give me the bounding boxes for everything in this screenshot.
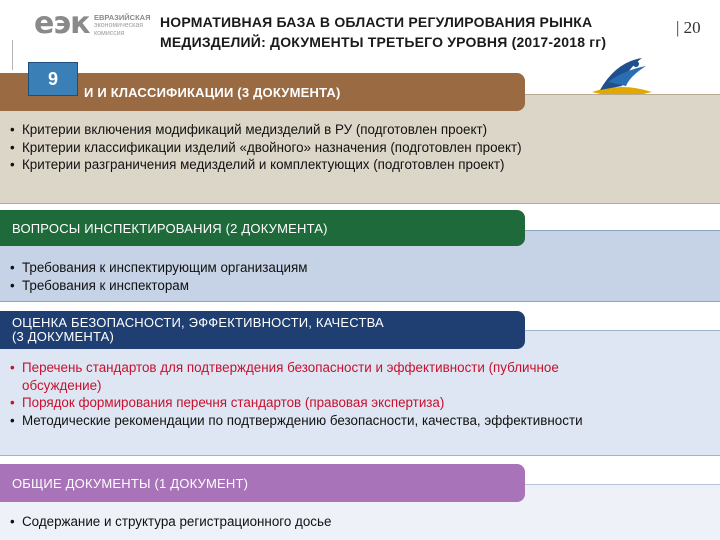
section-safety-header <box>0 311 525 349</box>
section-general-header <box>0 464 525 502</box>
list-item: • Перечень стандартов для подтверждения безопасности и эффективности (публичное обсуждение) <box>6 359 710 394</box>
list-item: • Критерии разграничения медизделий и комплектующих (подготовлен проект) <box>6 156 710 174</box>
page-number: | 20 <box>676 18 701 37</box>
section-inspection-header <box>0 210 525 246</box>
slide-title-line-2: МЕДИЗДЕЛИЙ: ДОКУМЕНТЫ ТРЕТЬЕГО УРОВНЯ (2017-2018 гг) <box>160 34 607 50</box>
section-criteria-header <box>0 73 525 111</box>
section-criteria-title: И И КЛАССИФИКАЦИИ (3 ДОКУМЕНТА) <box>84 84 341 100</box>
logo-line-3: комиссия <box>94 30 125 37</box>
list-item: • Критерии включения модификаций медизделий в РУ (подготовлен проект) <box>6 121 710 139</box>
list-item: • Требования к инспекторам <box>6 277 710 295</box>
slide-title <box>160 12 670 52</box>
list-item: • Содержание и структура регистрационного досье <box>6 513 710 531</box>
list-item: • Критерии классификации изделий «двойного» назначения (подготовлен проект) <box>6 139 710 157</box>
list-item: • Требования к инспектирующим организациям <box>6 259 710 277</box>
section-inspection-title: ВОПРОСЫ ИНСПЕКТИРОВАНИЯ (2 ДОКУМЕНТА) <box>12 220 328 236</box>
logo-text <box>94 14 164 38</box>
logo-line-2: экономическая <box>94 22 144 29</box>
list-item: • Методические рекомендации по подтверждению безопасности, качества, эффективности <box>6 412 710 430</box>
section-safety-title-line-2: (3 ДОКУМЕНТА) <box>12 329 115 344</box>
section-safety-title-line-1: ОЦЕНКА БЕЗОПАСНОСТИ, ЭФФЕКТИВНОСТИ, КАЧЕСТВА <box>12 315 384 330</box>
list-item: • Порядок формирования перечня стандартов (правовая экспертиза) <box>6 394 710 412</box>
slide-title-line-1: НОРМАТИВНАЯ БАЗА В ОБЛАСТИ РЕГУЛИРОВАНИЯ РЫНКА <box>160 14 593 30</box>
section-general-title: ОБЩИЕ ДОКУМЕНТЫ (1 ДОКУМЕНТ) <box>12 475 249 491</box>
logo-line-1: ЕВРАЗИЙСКАЯ <box>94 13 151 22</box>
eec-logo <box>34 6 162 50</box>
divider-line <box>12 40 13 70</box>
slide-number-badge: 9 <box>28 62 78 96</box>
logo-mark: еэк <box>34 6 90 41</box>
